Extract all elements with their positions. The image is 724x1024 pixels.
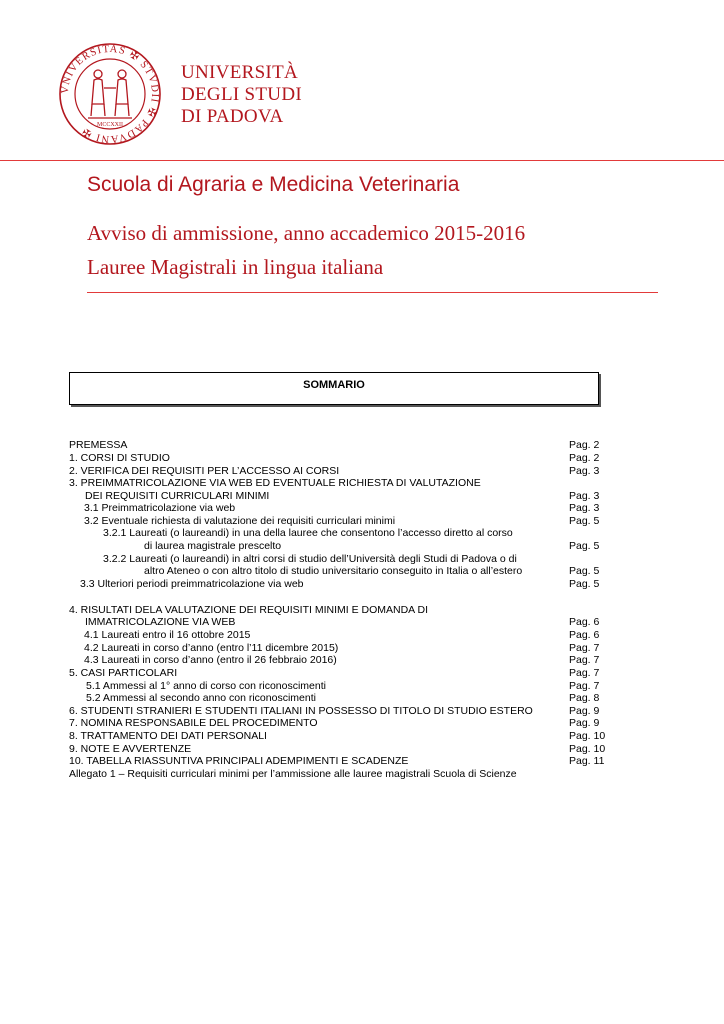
toc-page-number: Pag. 5 <box>569 578 600 590</box>
toc-entry-text: 4. RISULTATI DELA VALUTAZIONE DEI REQUISITI MINIMI E DOMANDA DI <box>69 604 428 616</box>
university-name-line1: UNIVERSITÀ <box>181 62 298 83</box>
university-name-line2: DEGLI STUDI <box>181 84 302 105</box>
toc-page-number: Pag. 9 <box>569 705 600 717</box>
toc-entry-text: PREMESSA <box>69 439 128 451</box>
toc-page-number: Pag. 6 <box>569 616 600 628</box>
school-title: Scuola di Agraria e Medicina Veterinaria <box>87 173 460 196</box>
toc-entry-text: IMMATRICOLAZIONE VIA WEB <box>85 616 236 628</box>
toc-page-number: Pag. 3 <box>569 502 600 514</box>
admission-notice-title: Avviso di ammissione, anno accademico 2015-2016 <box>87 221 526 245</box>
title-divider <box>87 292 658 293</box>
toc-page-number: Pag. 3 <box>569 465 600 477</box>
toc-page-number: Pag. 5 <box>569 515 600 527</box>
toc-entry-text: DEI REQUISITI CURRICULARI MINIMI <box>85 490 270 502</box>
university-name <box>181 62 302 128</box>
toc-entry-text: 3.2.2 Laureati (o laureandi) in altri corsi di studio dell’Università degli Studi di Padova o di <box>103 553 517 565</box>
toc-entry-text: 3.2 Eventuale richiesta di valutazione dei requisiti curriculari minimi <box>84 515 396 527</box>
toc-entry-text: 6. STUDENTI STRANIERI E STUDENTI ITALIANI IN POSSESSO DI TITOLO DI STUDIO ESTERO <box>69 705 533 717</box>
toc-entry-text: 5. CASI PARTICOLARI <box>69 667 178 679</box>
toc-page-number: Pag. 7 <box>569 680 600 692</box>
toc-entry-text: 9. NOTE E AVVERTENZE <box>69 743 192 755</box>
toc-page-number: Pag. 5 <box>569 540 600 552</box>
toc-entry-text: di laurea magistrale prescelto <box>144 540 282 552</box>
toc-entry-text: 4.2 Laureati in corso d’anno (entro l’11 dicembre 2015) <box>84 642 339 654</box>
toc-page-number: Pag. 3 <box>569 490 600 502</box>
toc-entry-text: 3.3 Ulteriori periodi preimmatricolazione via web <box>80 578 304 590</box>
svg-text:VNIVERSITAS ✠ STVDII ✠ PADVANI: VNIVERSITAS ✠ STVDII ✠ PADVANI ✠ <box>59 43 161 145</box>
university-seal-logo <box>58 42 162 146</box>
toc-page-number: Pag. 8 <box>569 692 600 704</box>
toc-page-number: Pag. 10 <box>569 743 606 755</box>
toc-entry-text: 4.3 Laureati in corso d’anno (entro il 26 febbraio 2016) <box>84 654 337 666</box>
header-divider <box>0 160 724 161</box>
toc-entry-text: 2. VERIFICA DEI REQUISITI PER L’ACCESSO AI CORSI <box>69 465 340 477</box>
toc-entry-text: 3.1 Preimmatricolazione via web <box>84 502 236 514</box>
toc-page-number: Pag. 2 <box>569 439 600 451</box>
toc-entry-text: 1. CORSI DI STUDIO <box>69 452 170 464</box>
toc-page-number: Pag. 2 <box>569 452 600 464</box>
toc-entry-text: 3. PREIMMATRICOLAZIONE VIA WEB ED EVENTUALE RICHIESTA DI VALUTAZIONE <box>69 477 481 489</box>
toc-page-number: Pag. 7 <box>569 654 600 666</box>
toc-entry-text: 8. TRATTAMENTO DEI DATI PERSONALI <box>69 730 267 742</box>
summary-heading-box <box>69 372 599 405</box>
university-name-line3: DI PADOVA <box>181 106 284 127</box>
toc-entry-text: Allegato 1 – Requisiti curriculari minimi per l’ammissione alle lauree magistrali Scuola di Scienze <box>69 768 517 780</box>
toc-page-number: Pag. 7 <box>569 642 600 654</box>
toc-page-number: Pag. 5 <box>569 565 600 577</box>
degree-subtitle: Lauree Magistrali in lingua italiana <box>87 255 384 279</box>
toc-entry-text: 3.2.1 Laureati (o laureandi) in una della lauree che consentono l’accesso diretto al corso <box>103 527 513 539</box>
toc-page-number: Pag. 10 <box>569 730 606 742</box>
toc-entry-text: 10. TABELLA RIASSUNTIVA PRINCIPALI ADEMPIMENTI E SCADENZE <box>69 755 409 767</box>
toc-entry-text: altro Ateneo o con altro titolo di studio universitario conseguito in Italia o all’estero <box>144 565 523 577</box>
toc-page-number: Pag. 7 <box>569 667 600 679</box>
toc-entry-text: 5.1 Ammessi al 1° anno di corso con riconoscimenti <box>86 680 326 692</box>
toc-entry-text: 4.1 Laureati entro il 16 ottobre 2015 <box>84 629 251 641</box>
svg-text:MCCXXII: MCCXXII <box>96 122 124 128</box>
toc-entry-text: 7. NOMINA RESPONSABILE DEL PROCEDIMENTO <box>69 717 318 729</box>
summary-heading: SOMMARIO <box>303 379 365 391</box>
toc-entry-text: 5.2 Ammessi al secondo anno con riconoscimenti <box>86 692 316 704</box>
toc-page-number: Pag. 11 <box>569 755 605 767</box>
toc-page-number: Pag. 9 <box>569 717 600 729</box>
toc-page-number: Pag. 6 <box>569 629 600 641</box>
